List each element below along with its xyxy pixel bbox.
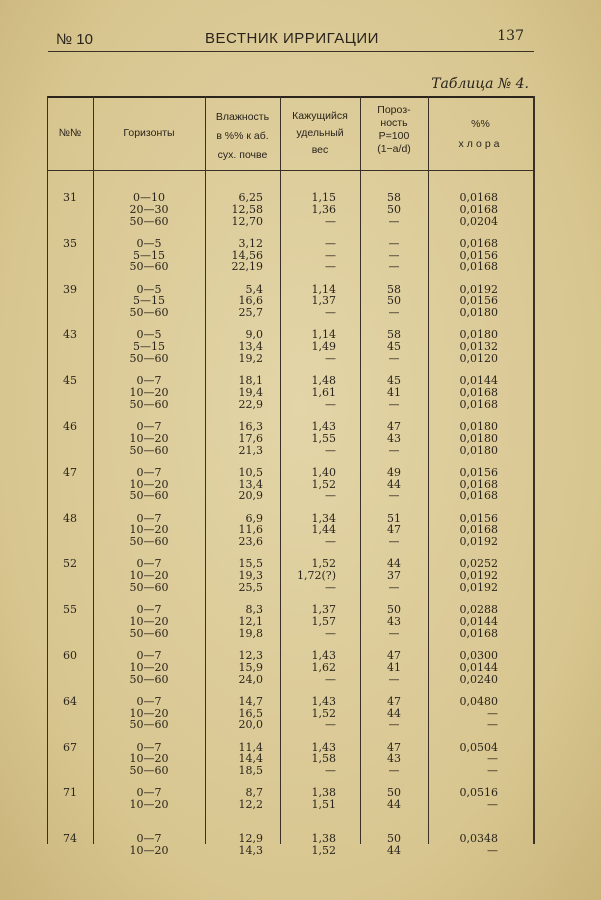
chlorine-cell: 0,0180 0,0180 0,0180	[459, 420, 498, 457]
porosity-cell: 50 44	[387, 832, 401, 857]
chlorine-cell: 0,0156 0,0168 0,0168	[459, 465, 498, 503]
porosity-cell: — — —	[388, 236, 400, 274]
table-row	[47, 558, 533, 604]
data-table	[47, 96, 533, 857]
chlorine-cell: 0,0144 0,0168 0,0168	[459, 374, 498, 411]
porosity-cell: 58 50 —	[387, 191, 401, 228]
table-row	[47, 696, 533, 742]
density-cell: 1,15 1,36 —	[311, 191, 336, 228]
density-cell: 1,43 1,58 —	[311, 740, 336, 778]
horizons-cell: 0—7 10—20 50—60	[129, 649, 169, 686]
density-cell: 1,14 1,49 —	[311, 328, 336, 365]
moisture-cell: 5,4 16,6 25,7	[238, 282, 263, 320]
horizons-cell: 0—7 10—20 50—60	[129, 740, 169, 778]
density-cell: 1,40 1,52 —	[311, 465, 336, 503]
horizons-cell: 0—7 10—20 50—60	[129, 465, 169, 503]
moisture-cell: 3,12 14,56 22,19	[231, 236, 263, 274]
table-row	[47, 604, 533, 650]
density-cell: 1,52 1,72(?) —	[297, 557, 336, 594]
moisture-cell: 15,5 19,3 25,5	[238, 557, 263, 594]
table-row	[47, 238, 533, 284]
horizons-cell: 0—5 5—15 50—60	[129, 328, 169, 365]
chlorine-cell: 0,0348 —	[459, 832, 498, 857]
moisture-cell: 18,1 19,4 22,9	[238, 374, 263, 411]
issue-number: № 10	[56, 31, 93, 48]
profile-number: 46	[63, 420, 77, 433]
table-row	[47, 742, 533, 788]
porosity-cell: 47 44 —	[387, 694, 401, 732]
density-cell: 1,14 1,37 —	[311, 282, 336, 320]
moisture-cell: 12,3 15,9 24,0	[238, 649, 263, 686]
porosity-cell: 47 43 —	[387, 740, 401, 778]
profile-number: 35	[63, 236, 77, 250]
porosity-cell: 51 47 —	[387, 511, 401, 549]
col-header-num: №№	[58, 127, 82, 139]
chlorine-cell: 0,0156 0,0168 0,0192	[459, 511, 498, 549]
porosity-cell: 45 41 —	[387, 374, 401, 411]
table-row	[47, 467, 533, 513]
density-cell: 1,48 1,61 —	[311, 374, 336, 411]
moisture-cell: 11,4 14,4 18,5	[238, 740, 263, 778]
profile-number: 74	[63, 832, 77, 846]
chlorine-cell: 0,0516 —	[459, 786, 498, 812]
header-bottom-rule	[47, 170, 533, 171]
moisture-cell: 12,9 14,3	[238, 832, 263, 857]
profile-number: 45	[63, 374, 77, 388]
table-row	[47, 192, 533, 238]
table-border-right	[533, 96, 535, 844]
density-cell: 1,37 1,57 —	[311, 603, 336, 640]
porosity-cell: 50 43 —	[387, 603, 401, 640]
chlorine-cell: 0,0480 — —	[459, 694, 498, 732]
porosity-cell: 49 44 —	[387, 465, 401, 503]
porosity-cell: 58 50 —	[387, 282, 401, 320]
chlorine-cell: 0,0252 0,0192 0,0192	[459, 557, 498, 594]
density-cell: 1,43 1,62 —	[311, 649, 336, 686]
porosity-cell: 44 37 —	[387, 557, 401, 594]
profile-number: 67	[63, 740, 77, 754]
horizons-cell: 0—7 10—20 50—60	[129, 557, 169, 594]
col-header-chlorine: %% хлора	[458, 118, 503, 150]
table-caption: Таблица № 4.	[431, 76, 529, 92]
horizons-cell: 0—5 5—15 50—60	[129, 236, 169, 274]
chlorine-cell: 0,0192 0,0156 0,0180	[459, 282, 498, 320]
profile-number: 48	[63, 511, 77, 525]
moisture-cell: 8,3 12,1 19,8	[238, 603, 263, 640]
chlorine-cell: 0,0168 0,0168 0,0204	[459, 191, 498, 228]
col-header-porosity: Порoз- ность P=100 (1−a/d)	[377, 104, 411, 155]
header-rule	[48, 51, 534, 52]
chlorine-cell: 0,0300 0,0144 0,0240	[459, 649, 498, 686]
porosity-cell: 58 45 —	[387, 328, 401, 365]
table-row	[47, 513, 533, 559]
density-cell: 1,43 1,55 —	[311, 420, 336, 457]
table-row	[47, 329, 533, 375]
horizons-cell: 0—7 10—20 50—60	[129, 694, 169, 732]
moisture-cell: 9,0 13,4 19,2	[238, 328, 263, 365]
horizons-cell: 0—7 10—20 50—60	[129, 603, 169, 640]
moisture-cell: 6,9 11,6 23,6	[238, 511, 263, 549]
porosity-cell: 47 43 —	[387, 420, 401, 457]
running-header	[50, 28, 534, 52]
table-row	[47, 284, 533, 330]
moisture-cell: 10,5 13,4 20,9	[238, 465, 263, 503]
table-top-border	[47, 96, 533, 98]
profile-number: 52	[63, 557, 77, 571]
density-cell: 1,38 1,52	[311, 832, 336, 857]
table-row	[47, 421, 533, 467]
moisture-cell: 6,25 12,58 12,70	[231, 191, 263, 228]
horizons-cell: 0—7 10—20 50—60	[129, 511, 169, 549]
horizons-cell: 0—5 5—15 50—60	[129, 282, 169, 320]
porosity-cell: 47 41 —	[387, 649, 401, 686]
chlorine-cell: 0,0168 0,0156 0,0168	[459, 236, 498, 274]
profile-number: 47	[63, 465, 77, 479]
moisture-cell: 14,7 16,5 20,0	[238, 694, 263, 732]
col-header-density: Кажущийся удельный вес	[292, 110, 348, 156]
table-row	[47, 833, 533, 879]
chlorine-cell: 0,0180 0,0132 0,0120	[459, 328, 498, 365]
col-header-moisture: Влажность в %% к аб. сух. почве	[215, 111, 270, 161]
profile-number: 43	[63, 328, 77, 342]
chlorine-cell: 0,0288 0,0144 0,0168	[459, 603, 498, 640]
density-cell: 1,34 1,44 —	[311, 511, 336, 549]
moisture-cell: 16,3 17,6 21,3	[238, 420, 263, 457]
porosity-cell: 50 44	[387, 786, 401, 812]
density-cell: 1,43 1,52 —	[311, 694, 336, 732]
horizons-cell: 0—7 10—20 50—60	[129, 420, 169, 457]
profile-number: 60	[63, 649, 77, 662]
horizons-cell: 0—7 10—20	[129, 786, 169, 812]
profile-number: 55	[63, 603, 77, 617]
horizons-cell: 0—10 20—30 50—60	[129, 191, 169, 228]
moisture-cell: 8,7 12,2	[238, 786, 263, 812]
density-cell: 1,38 1,51	[311, 786, 336, 812]
horizons-cell: 0—7 10—20	[129, 832, 169, 857]
journal-title: ВЕСТНИК ИРРИГАЦИИ	[205, 30, 379, 47]
density-cell: — — —	[325, 236, 336, 274]
col-header-horizons: Горизонты	[123, 127, 175, 139]
horizons-cell: 0—7 10—20 50—60	[129, 374, 169, 411]
table-row	[47, 650, 533, 696]
chlorine-cell: 0,0504 — —	[459, 740, 498, 778]
table-row	[47, 787, 533, 833]
profile-number: 31	[63, 191, 77, 204]
profile-number: 64	[63, 694, 77, 708]
profile-number: 71	[63, 786, 77, 800]
profile-number: 39	[63, 282, 77, 296]
table-row	[47, 375, 533, 421]
page-number: 137	[497, 28, 524, 44]
